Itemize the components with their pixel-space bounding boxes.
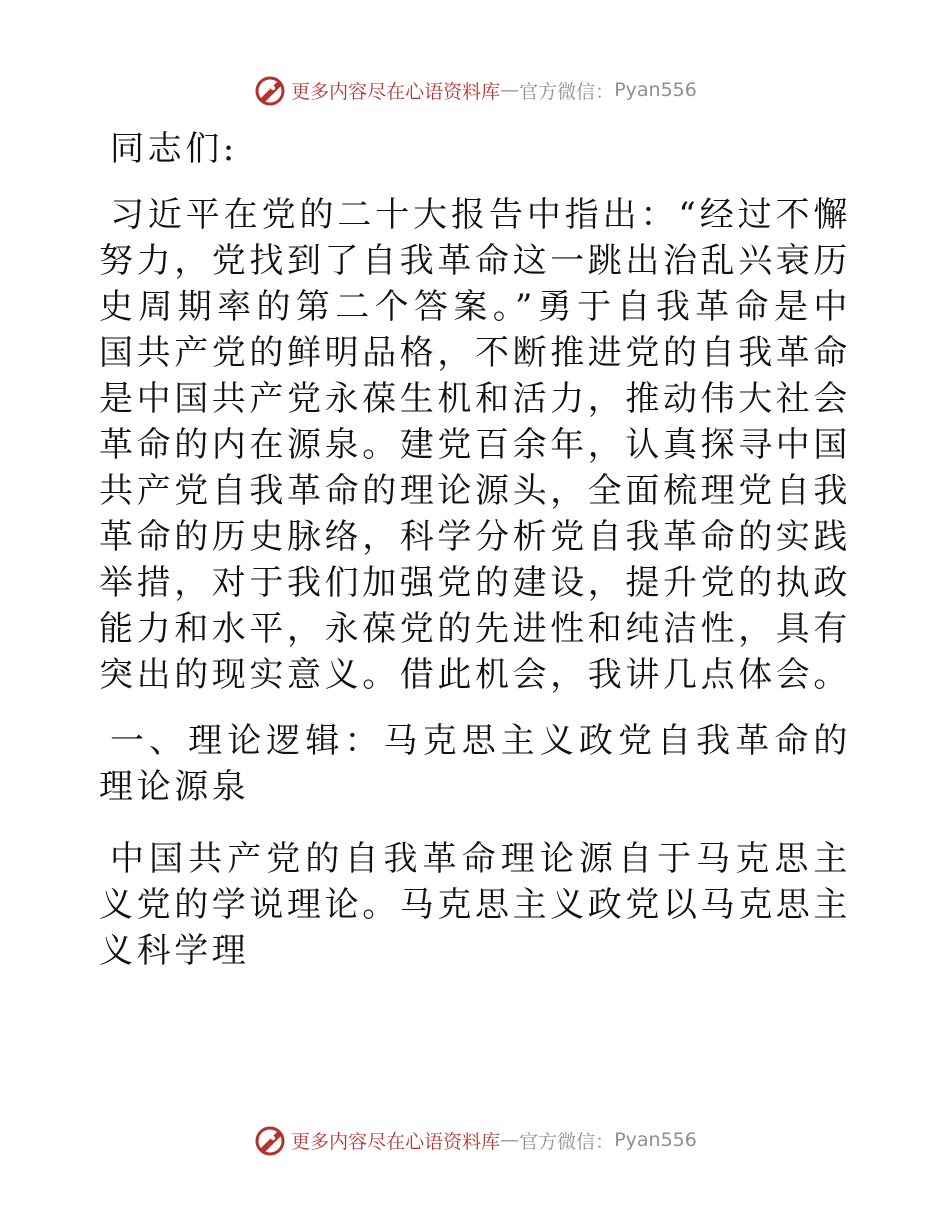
watermark-wechat-id: Pyan556 bbox=[614, 79, 697, 101]
watermark-wechat-label: 官方微信： bbox=[519, 1130, 615, 1153]
document-body bbox=[99, 126, 851, 974]
greeting: 同志们: bbox=[110, 129, 238, 169]
footer-watermark bbox=[0, 1122, 950, 1158]
watermark-wechat-id: Pyan556 bbox=[614, 1129, 697, 1151]
watermark-wechat-label: 官方微信： bbox=[519, 80, 615, 103]
watermark-dash: — bbox=[500, 79, 520, 101]
header-watermark bbox=[0, 72, 950, 108]
watermark-dash: — bbox=[500, 1129, 520, 1151]
pen-nib-logo-icon bbox=[253, 73, 287, 107]
watermark-site-text: 更多内容尽在心语资料库 bbox=[291, 1130, 501, 1153]
pen-nib-logo-icon bbox=[253, 1123, 287, 1157]
paragraph-intro: 习近平在党的二十大报告中指出：“经过不懈努力，党找到了自我革命这一跳出治乱兴衰历史周期率的第二个答案。”勇于自我革命是中国共产党的鲜明品格，不断推进党的自我革命是中国共产党永葆生机和活力，推动伟大社会革命的内在源泉。建党百余年，认真探寻中国共产党自我革命的理论源头，全面梳理党自我革命的历史脉络，科学分析党自我革命的实践举措，对于我们加强党的建设，提升党的执政能力和水平，永葆党的先进性和纯洁性，具有突出的现实意义。借此机会，我讲几点体会。 bbox=[99, 195, 851, 695]
watermark-site-text: 更多内容尽在心语资料库 bbox=[291, 80, 501, 103]
paragraph-section-1: 中国共产党的自我革命理论源自于马克思主义党的学说理论。马克思主义政党以马克思主义科学理 bbox=[99, 839, 851, 971]
section-heading-1: 一、理论逻辑：马克思主义政党自我革命的理论源泉 bbox=[99, 721, 851, 807]
